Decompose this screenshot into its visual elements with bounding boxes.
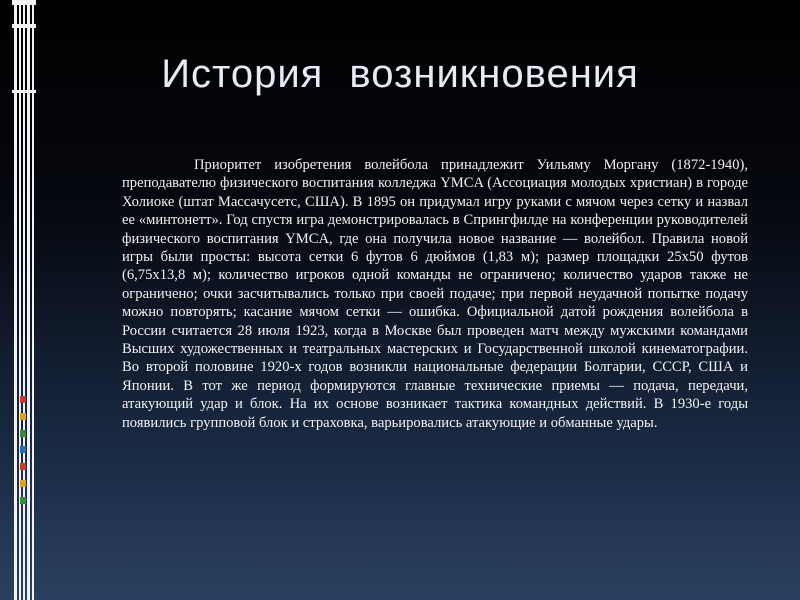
slide-title: История возникновения bbox=[161, 52, 639, 96]
decor-bar bbox=[12, 24, 36, 28]
slide-body-text: Приоритет изобретения волейбола принадлежит Уильяму Моргану (1872-1940), преподавателю физического воспитания колледжа YMCA (Ассоциация молодых христиан) в городе Холиоке (штат Массачусетс, США). В 1895 он придумал игру руками с мячом через сетку и назвал ее «минтонетт». Год спустя игра демонстрировалась в Спрингфилде на конференции руководителей физического воспитания YMCA, где она получила новое название — волейбол. Правила новой игры были просты: высота сетки 6 футов 6 дюймов (1,83 м); размер площадки 25х50 футов (6,75х13,8 м); количество игроков одной команды не ограничено; количество ударов также не ограничено; очки засчитывались только при своей подаче; при первой неудачной попытке подачу можно повторять; касание мячом сетки — ошибка. Официальной датой рождения волейбола в России считается 28 июля 1923, когда в Москве был проведен матч между мужскими командами Высших художественных и театральных мастерских и Государственной школой кинематографии. Во второй половине 1920-х годов возникли национальные федерации Болгарии, СССР, США и Японии. В тот же период формируются главные технические приемы — подача, передачи, атакующий удар и блок. На их основе возникает тактика командных действий. В 1930-е годы появились групповой блок и страховка, варьировались атакующие и обманные удары. bbox=[122, 157, 748, 431]
accent-square bbox=[20, 430, 26, 437]
decor-bar bbox=[12, 0, 36, 5]
accent-square bbox=[20, 413, 26, 420]
accent-square bbox=[20, 480, 26, 487]
accent-square bbox=[20, 396, 26, 403]
accent-square bbox=[20, 497, 26, 504]
accent-square bbox=[20, 463, 26, 470]
accent-square bbox=[20, 446, 26, 453]
